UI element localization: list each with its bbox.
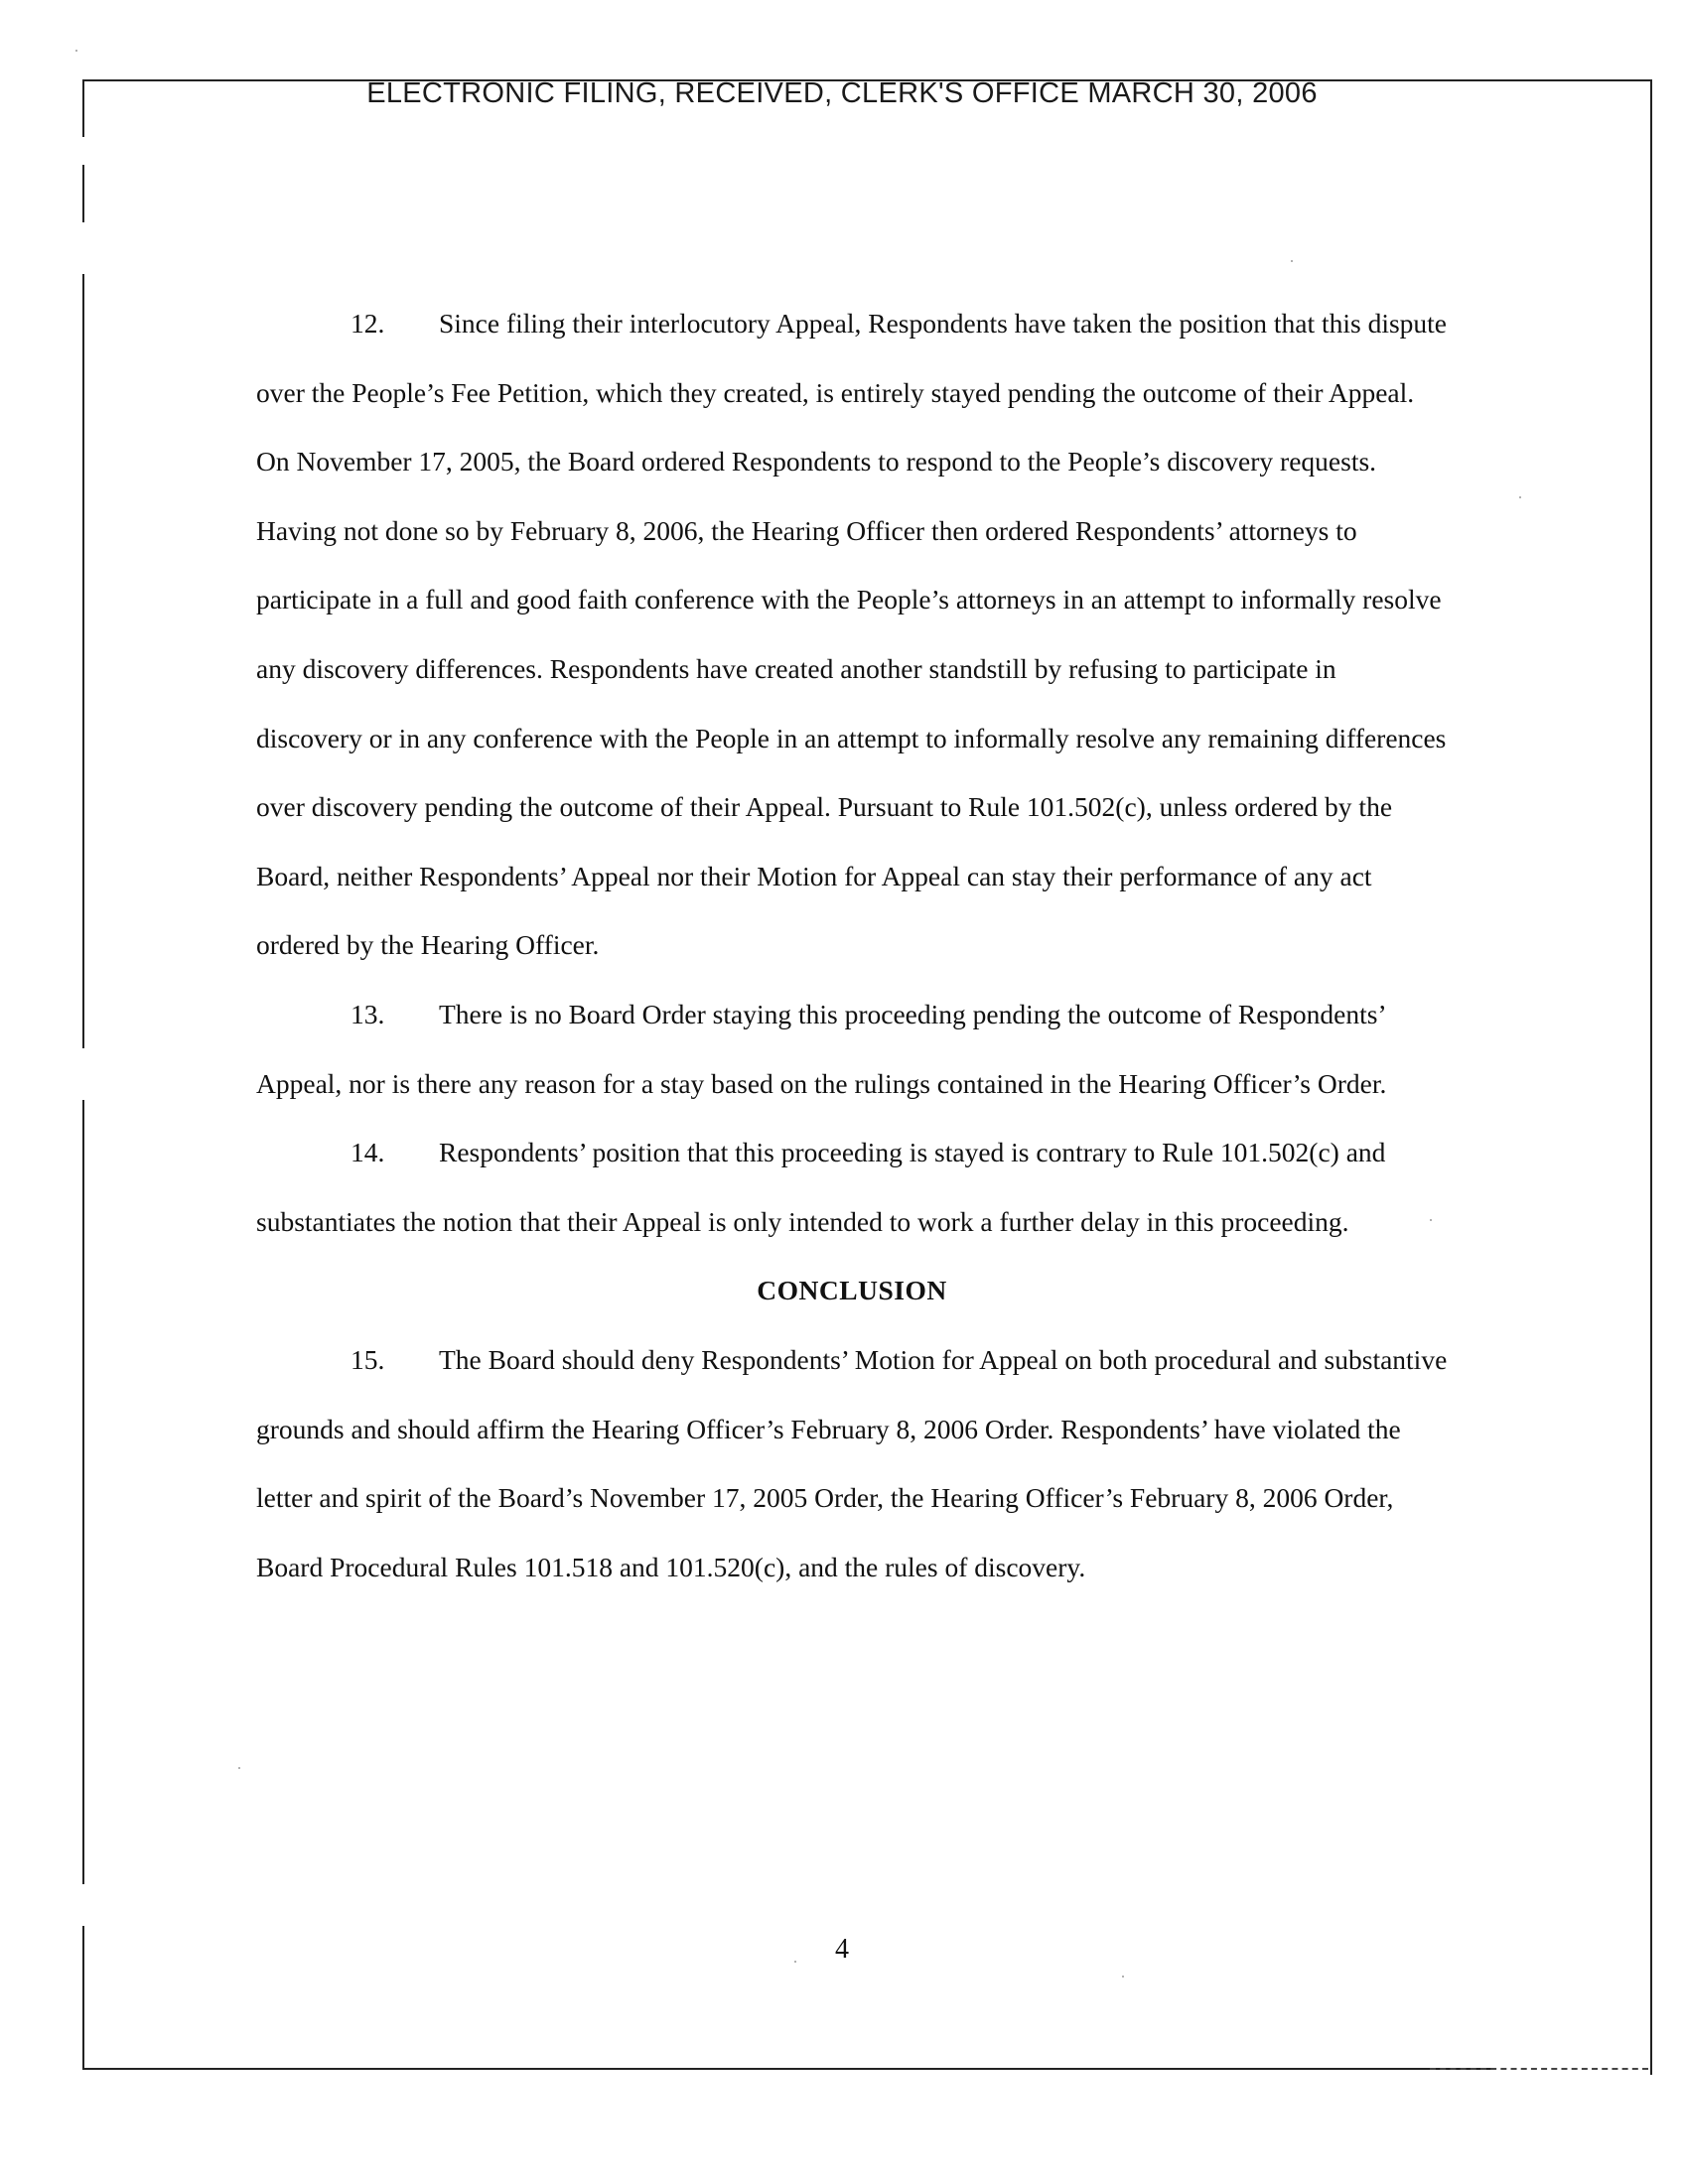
scan-speck bbox=[1519, 496, 1521, 498]
paragraph-text: Since filing their interlocutory Appeal, Respondents have taken the position that this dispute over the People’s Fee Petition, which they created, is entirely stayed pending the outcome of their Appeal. On November 17, 2005, the Board ordered Respondents to respond to the People’s discovery requests. Having not done so by February 8, 2006, the Hearing Officer then ordered Respondents’ attorneys to participate in a full and good faith conference with the People’s attorneys in an attempt to informally resolve any discovery differences. Respondents have created another standstill by refusing to participate in discovery or in any conference with the People in an attempt to informally resolve any remaining differences over discovery pending the outcome of their Appeal. Pursuant to Rule 101.502(c), unless ordered by the Board, neither Respondents’ Appeal nor their Motion for Appeal can stay their performance of any act ordered by the Hearing Officer. bbox=[256, 308, 1448, 961]
frame-bottom-dashed-line bbox=[1430, 2068, 1648, 2070]
paragraph-number: 12. bbox=[351, 308, 385, 339]
paragraph-12 bbox=[256, 289, 1448, 980]
paragraph-number: 14. bbox=[351, 1137, 385, 1168]
conclusion-heading: CONCLUSION bbox=[757, 1275, 947, 1306]
frame-right-line bbox=[1650, 79, 1652, 2075]
paragraph-number: 15. bbox=[351, 1343, 385, 1375]
paragraph-text: The Board should deny Respondents’ Motion for Appeal on both procedural and substantive grounds and should affirm the Hearing Officer’s February 8, 2006 Order. Respondents’ have violated the letter and spirit of the Board’s November 17, 2005 Order, the Hearing Officer’s February 8, 2006 Order, Board Procedural Rules 101.518 and 101.520(c), and the rules of discovery. bbox=[256, 1343, 1448, 1582]
scan-speck bbox=[1291, 260, 1293, 262]
paragraph-number: 13. bbox=[351, 998, 385, 1029]
paragraph-14 bbox=[256, 1118, 1448, 1256]
paragraph-text: There is no Board Order staying this proceeding pending the outcome of Respondents’ Appeal, nor is there any reason for a stay based on the rulings contained in the Hearing Officer’s Order. bbox=[256, 998, 1387, 1099]
paragraph-13 bbox=[256, 980, 1448, 1118]
scan-speck bbox=[75, 50, 77, 52]
paragraph-text: Respondents’ position that this proceeding is stayed is contrary to Rule 101.502(c) and substantiates the notion that their Appeal is only intended to work a further delay in this proceeding. bbox=[256, 1137, 1386, 1237]
paragraph-15 bbox=[256, 1325, 1448, 1601]
frame-bottom-line bbox=[82, 2068, 1492, 2070]
page-number: 4 bbox=[835, 1934, 849, 1965]
filing-stamp-header: ELECTRONIC FILING, RECEIVED, CLERK'S OFFICE MARCH 30, 2006 bbox=[366, 77, 1318, 109]
frame-left-line bbox=[82, 165, 84, 222]
scan-speck bbox=[1122, 1976, 1124, 1978]
frame-left-line bbox=[82, 274, 84, 1048]
scan-speck bbox=[238, 1767, 240, 1769]
frame-left-line bbox=[82, 1100, 84, 1884]
document-body bbox=[256, 289, 1448, 1601]
